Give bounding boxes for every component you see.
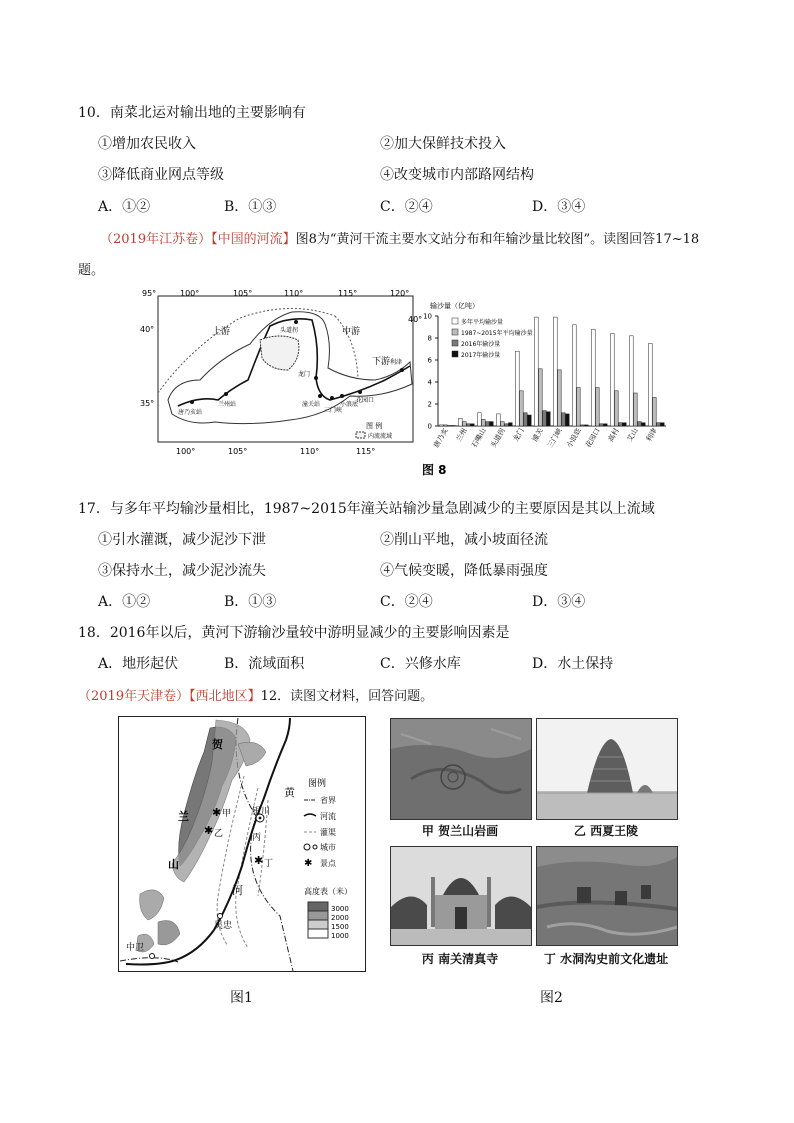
- figure-8-caption: 图 8: [422, 463, 447, 477]
- q10-choice-c: C．②④: [380, 199, 433, 215]
- chart-bar: [653, 397, 657, 426]
- elev-value-1000: 1000: [331, 932, 349, 940]
- elev-swatch-1000: [308, 929, 328, 938]
- photo-shuidonggou-site: [536, 846, 678, 946]
- q17-choice-c: C．②④: [380, 594, 433, 610]
- chart-bar: [573, 325, 577, 426]
- label-yi: 乙: [214, 829, 224, 839]
- city-marker-zhongwei: [150, 954, 155, 959]
- chart-bar: [448, 425, 452, 426]
- legend-item-border: 省界: [320, 796, 336, 805]
- q10-option-2: ②加大保鲜技术投入: [380, 136, 506, 152]
- chart-bar: [459, 418, 463, 426]
- chart-bar: [478, 413, 482, 426]
- q17-stem: 17．与多年平均输沙量相比，1987~2015年潼关站输沙量急剧减少的主要原因是其以上流域: [78, 501, 655, 517]
- chart-category-label: 龙门: [511, 427, 526, 444]
- legend-swatch-city-1: [304, 844, 310, 850]
- chart-bar: [444, 425, 448, 426]
- tianjin-source: [78, 685, 433, 704]
- figure-8: [120, 288, 670, 478]
- q17-option-2: ②削山平地，减小坡面径流: [380, 532, 548, 548]
- q17-option-3: ③保持水土，减少泥沙流失: [98, 563, 266, 579]
- station-label-longmen: 龙门: [298, 371, 311, 378]
- chart-category-label: 花园口: [584, 427, 602, 450]
- sediment-bar-chart: [423, 301, 666, 449]
- chart-bar: [490, 422, 494, 426]
- q18-stem: 18．2016年以后，黄河下游输沙量较中游明显减少的主要影响因素是: [78, 625, 510, 641]
- legend-item-city: 城市: [320, 843, 336, 852]
- lat-left-35: 35°: [140, 399, 155, 408]
- tianjin-text: 12．读图文材料，回答问题。: [260, 689, 434, 704]
- figure-2-caption: 图2: [540, 990, 563, 1006]
- elev-value-3000: 3000: [331, 905, 349, 913]
- station-dot-sanmenxia: [330, 396, 334, 400]
- chart-bar: [566, 414, 570, 426]
- chart-ytick-label: 8: [427, 334, 432, 343]
- station-label-xiaolangdi: 小浪底: [340, 401, 359, 408]
- photo-helan-rock-art: [390, 718, 532, 820]
- q18-choice-d: D．水土保持: [532, 656, 614, 672]
- chart-category-label: 石嘴山: [470, 427, 488, 450]
- tianjin-topic: 【西北地区】: [189, 689, 261, 704]
- scenic-spot-jia-icon: ✱: [212, 806, 222, 819]
- chart-category-label: 艾山: [625, 427, 640, 444]
- chart-bar: [535, 317, 539, 426]
- chart-bar: [543, 411, 547, 426]
- label-jia: 甲: [222, 809, 232, 819]
- chart-category-label: 利津: [644, 427, 659, 444]
- lon-bottom-110: 110°: [300, 447, 320, 456]
- label-bing: 丙: [252, 833, 262, 843]
- q10-option-3: ③降低商业网点等级: [98, 167, 224, 183]
- chart-bar: [623, 423, 627, 426]
- q10-stem: 10．南菜北运对输出地的主要影响有: [78, 105, 306, 121]
- map-legend-title: 图 例: [366, 422, 383, 430]
- chart-ytick-label: 4: [427, 378, 432, 387]
- lon-bottom-105: 105°: [228, 447, 248, 456]
- chart-bar: [463, 422, 467, 426]
- label-yinchuan: 银川: [252, 807, 271, 817]
- chart-bar: [649, 344, 653, 427]
- label-lan: 兰: [178, 810, 189, 823]
- station-dot-xiaolangdi: [340, 394, 344, 398]
- lon-bottom-100: 100°: [176, 447, 196, 456]
- chart-category-label: 高村: [606, 427, 621, 444]
- lon-top-110: 110°: [284, 289, 304, 298]
- lat-left-40: 40°: [140, 325, 155, 334]
- chart-category-label: 小浪底: [565, 427, 583, 450]
- scenic-spot-yi-icon: ✱: [204, 824, 214, 837]
- chart-bar: [520, 391, 524, 426]
- photo-caption-yi: 乙 西夏王陵: [573, 824, 639, 838]
- chart-bar: [482, 419, 486, 426]
- chart-bar: [528, 415, 532, 426]
- elev-swatch-1500: [308, 920, 328, 929]
- station-dot-lanzhou: [224, 392, 228, 396]
- chart-bar: [440, 425, 444, 426]
- chart-category-label: 三门峡: [546, 427, 564, 450]
- chart-bar: [524, 413, 528, 426]
- chart-legend-swatch: [452, 329, 458, 335]
- photo-nanguan-mosque: [390, 846, 532, 946]
- q17-option-1: ①引水灌溉，减少泥沙下泄: [98, 532, 266, 548]
- station-dot-lijin: [400, 368, 404, 372]
- photo-xixia-tombs: [536, 718, 678, 820]
- q18-choice-b: B．流域面积: [224, 656, 305, 672]
- jiangsu-year: （2019年江苏卷）: [100, 232, 212, 247]
- chart-bar: [516, 351, 520, 426]
- chart-bar: [657, 423, 661, 426]
- chart-bar: [615, 391, 619, 426]
- chart-bar: [558, 370, 562, 426]
- chart-bar: [547, 412, 551, 426]
- jiangsu-text-cont: 题。: [78, 263, 105, 278]
- station-label-lanzhou: 兰州站: [218, 401, 237, 408]
- label-shan: 山: [168, 858, 179, 871]
- chart-bar: [619, 423, 623, 426]
- chart-ytick-label: 0: [427, 422, 432, 431]
- q17-option-4: ④气候变暖，降低暴雨强度: [380, 563, 548, 579]
- city-marker-wuzhong: [218, 914, 223, 919]
- station-dot-toudaoguai: [294, 320, 298, 324]
- chart-bar: [505, 424, 509, 426]
- lon-bottom-115: 115°: [356, 447, 376, 456]
- q17-choice-a: A．①②: [98, 594, 151, 610]
- region-label-lower: 下游: [372, 357, 391, 367]
- station-label-tongguan: 潼关站: [302, 401, 321, 408]
- chart-bar: [452, 425, 456, 426]
- chart-ylabel: 输沙量（亿吨）: [430, 302, 479, 310]
- jiangsu-source: [100, 228, 699, 247]
- lon-top-120: 120°: [390, 289, 410, 298]
- chart-legend-label: 2017年输沙量: [461, 352, 501, 359]
- q17-choice-d: D．③④: [532, 594, 586, 610]
- q10-choice-a: A．①②: [98, 199, 151, 215]
- lon-top-115: 115°: [338, 289, 358, 298]
- lon-top-100: 100°: [180, 289, 200, 298]
- elev-swatch-2000: [308, 911, 328, 920]
- q10-option-1: ①增加农民收入: [98, 136, 196, 152]
- chart-category-label: 潼关: [530, 427, 545, 444]
- q18-choice-c: C．兴修水库: [380, 656, 461, 672]
- chart-bar: [661, 423, 665, 426]
- photo-caption-bing: 丙 南关清真寺: [421, 952, 499, 966]
- station-dot-tongguan: [318, 394, 322, 398]
- elev-value-1500: 1500: [331, 923, 349, 931]
- lat-right-40: 40°: [408, 315, 423, 324]
- tianjin-year: （2019年天津卷）: [78, 689, 190, 704]
- legend-item-scenic: 景点: [320, 859, 336, 868]
- chart-legend-label: 1987~2015年平均输沙量: [461, 330, 533, 337]
- station-dot-tangnaihai: [190, 400, 194, 404]
- scenic-spot-ding-icon: ✱: [254, 854, 264, 867]
- chart-bar: [634, 393, 638, 426]
- legend-title: 图例: [308, 779, 327, 789]
- chart-legend-swatch: [452, 340, 458, 346]
- region-label-middle: 中游: [342, 327, 361, 337]
- chart-legend-swatch: [452, 318, 458, 324]
- chart-bar: [611, 334, 615, 426]
- chart-bar: [585, 425, 589, 426]
- station-label-tangnaihai: 唐乃亥站: [178, 409, 203, 416]
- chart-bar: [554, 317, 558, 426]
- jiangsu-text: 图8为“黄河干流主要水文站分布和年输沙量比较图”。读图回答17~18: [295, 232, 700, 247]
- figure-1-map: [118, 716, 366, 972]
- chart-bar: [592, 329, 596, 426]
- chart-bar: [630, 336, 634, 426]
- chart-legend-label: 多年平均输沙量: [461, 319, 504, 326]
- chart-bar: [642, 423, 646, 426]
- lon-top-105: 105°: [233, 289, 253, 298]
- region-label-upper: 上游: [212, 327, 231, 337]
- chart-bar: [577, 388, 581, 427]
- station-label-huayuankou: 花园口: [356, 397, 375, 404]
- lon-top-95: 95°: [142, 289, 157, 298]
- chart-category-label: 唐乃亥: [432, 427, 450, 450]
- q10-option-4: ④改变城市内部路网结构: [380, 167, 534, 183]
- figure-1-caption: 图1: [230, 990, 253, 1006]
- label-he2: 河: [232, 884, 243, 897]
- station-dot-huayuankou: [358, 390, 362, 394]
- q17-choice-b: B．①③: [224, 594, 277, 610]
- jiangsu-topic: 【中国的河流】: [211, 232, 296, 247]
- q10-choice-b: B．①③: [224, 199, 277, 215]
- chart-ytick-label: 10: [423, 312, 432, 321]
- chart-bar: [596, 388, 600, 427]
- map-legend-item: 内流流域: [368, 433, 393, 440]
- chart-ytick-label: 6: [427, 356, 432, 365]
- elev-value-2000: 2000: [331, 914, 349, 922]
- chart-legend-swatch: [452, 351, 458, 357]
- q18-choice-a: A．地形起伏: [98, 656, 179, 672]
- station-label-lijin: 利津: [390, 359, 403, 366]
- map-legend-swatch: [356, 432, 365, 438]
- label-he: 贺: [212, 738, 223, 751]
- station-dot-longmen: [314, 376, 318, 380]
- chart-bar: [509, 423, 513, 426]
- chart-category-label: 头道拐: [489, 427, 507, 450]
- chart-bar: [604, 424, 608, 426]
- q10-choice-d: D．③④: [532, 199, 586, 215]
- chart-bar: [497, 414, 501, 426]
- photo-caption-jia: 甲 贺兰山岩画: [421, 824, 499, 838]
- chart-bar: [471, 424, 475, 426]
- elev-swatch-3000: [308, 902, 328, 911]
- label-wuzhong: 吴忠: [214, 921, 233, 931]
- chart-bar: [467, 424, 471, 426]
- station-label-sanmenxia: 三门峡: [324, 407, 343, 414]
- legend-item-canal: 灌渠: [320, 828, 336, 837]
- legend-swatch-scenic: ✱: [304, 858, 313, 869]
- chart-bar: [486, 422, 490, 426]
- chart-bar: [600, 424, 604, 426]
- label-zhongwei: 中卫: [126, 943, 145, 953]
- label-huang: 黄: [284, 786, 295, 799]
- chart-bar: [638, 422, 642, 426]
- elev-title: 高度表（米）: [304, 887, 352, 896]
- chart-legend-label: 2016年输沙量: [461, 341, 501, 348]
- chart-bar: [539, 369, 543, 426]
- label-ding: 丁: [264, 859, 274, 869]
- photo-caption-ding: 丁 水洞沟史前文化遗址: [543, 952, 669, 966]
- chart-category-label: 兰州: [454, 427, 469, 444]
- chart-ytick-label: 2: [427, 400, 432, 409]
- chart-bar: [562, 413, 566, 426]
- chart-bar: [581, 425, 585, 426]
- chart-bar: [501, 422, 505, 426]
- city-dot-yinchuan: [259, 817, 262, 820]
- legend-item-river: 河流: [320, 812, 336, 821]
- station-label-toudaoguai: 头道拐: [280, 327, 299, 334]
- legend-swatch-city-2: [313, 845, 317, 849]
